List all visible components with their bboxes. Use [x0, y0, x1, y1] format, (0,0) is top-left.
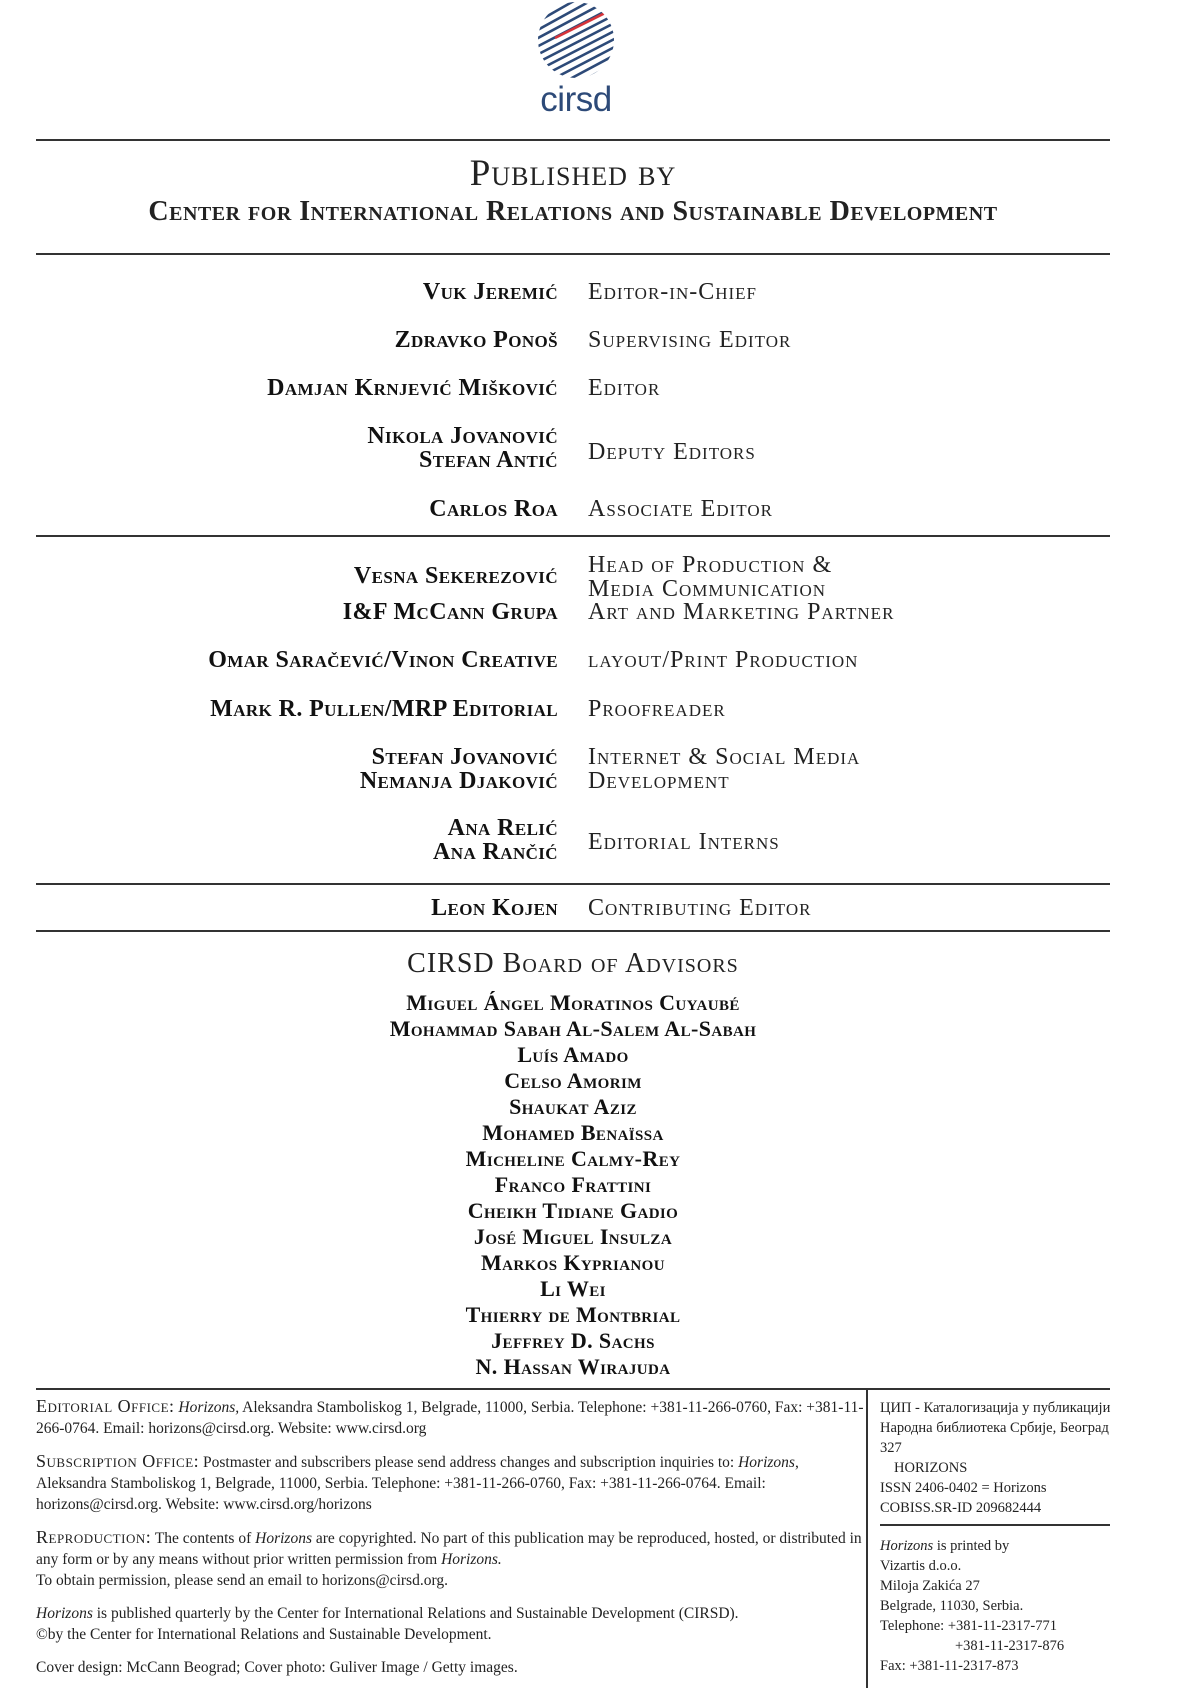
horizons-title: Horizons. — [441, 1551, 502, 1568]
board-member: José Miguel Insulza — [473, 1224, 673, 1249]
cover-credits: Cover design: McCann Beograd; Cover photo: Guliver Image / Getty images. — [36, 1659, 518, 1676]
organization-name: Center for International Relations and Sustainable Development — [148, 196, 998, 227]
logo-wordmark: cirsd — [540, 80, 612, 119]
cip-line: HORIZONS — [894, 1460, 968, 1476]
board-member: Micheline Calmy-Rey — [465, 1146, 681, 1171]
horizons-title: Horizons — [255, 1530, 312, 1547]
board-member: Markos Kyprianou — [481, 1250, 665, 1275]
staff-name: Nikola Jovanović — [367, 423, 558, 449]
printer-line — [880, 1536, 1120, 1556]
cip-printer-info — [880, 1398, 1120, 1676]
editorial-office-info — [36, 1396, 864, 1439]
staff-role: Supervising Editor — [588, 327, 792, 353]
board-member: Cheikh Tidiane Gadio — [467, 1198, 679, 1223]
subscription-text: , Aleksandra Stamboliskog 1, Belgrade, 11000, Serbia. Telephone: +381-11-266-0760, Fax: +381-11-266-0764. Email: horizons@cirsd.org. Website: www.cirsd.org/horizons — [36, 1454, 799, 1513]
staff-role — [588, 745, 860, 793]
board-member: Luís Amado — [517, 1042, 629, 1067]
staff-name: Stefan Antić — [418, 447, 558, 473]
staff-name: Damjan Krnjević Mišković — [267, 375, 558, 401]
staff-names — [433, 816, 558, 864]
subscription-office-info — [36, 1451, 864, 1515]
staff-role-line: Internet & Social Media — [588, 744, 861, 770]
staff-role-line: Development — [588, 768, 730, 794]
board-member: N. Hassan Wirajuda — [475, 1354, 671, 1379]
board-members-list — [0, 990, 1146, 1380]
cip-line: COBISS.SR-ID 209682444 — [880, 1500, 1042, 1516]
board-title: CIRSD Board of Advisors — [407, 948, 739, 979]
board-member: Franco Frattini — [494, 1172, 652, 1197]
publication-info — [36, 1603, 864, 1645]
footer-info — [36, 1396, 864, 1690]
staff-name: Ana Rančić — [433, 839, 558, 865]
staff-name: Carlos Roa — [429, 496, 558, 522]
subscription-office-label: Subscription Office: — [36, 1451, 200, 1471]
cirsd-logo — [533, 0, 619, 118]
horizons-title: Horizons — [738, 1454, 795, 1471]
divider — [880, 1524, 1110, 1526]
printer-line: +381-11-2317-876 — [955, 1638, 1065, 1654]
printer-line: Miloja Zakića 27 — [880, 1578, 980, 1594]
board-member: Miguel Ángel Moratinos Cuyaubé — [406, 990, 740, 1015]
staff-name: Stefan Jovanović — [371, 744, 558, 770]
reproduction-text: The contents of — [151, 1530, 256, 1547]
publication-text: is published quarterly by the Center for International Relations and Sustainable Development (CIRSD). — [92, 1605, 739, 1622]
staff-role — [588, 553, 832, 601]
printer-line: Belgrade, 11030, Serbia. — [880, 1598, 1024, 1614]
staff-role: layout/Print Production — [588, 647, 859, 673]
staff-name: Zdravko Ponoš — [394, 327, 558, 353]
board-member: Mohamed Benaïssa — [482, 1120, 664, 1145]
divider — [36, 535, 1110, 537]
staff-role: Editor-in-Chief — [588, 279, 757, 305]
divider — [36, 1388, 1110, 1390]
staff-names — [360, 745, 558, 793]
staff-name: Nemanja Djaković — [359, 768, 558, 794]
board-member: Jeffrey D. Sachs — [491, 1328, 655, 1353]
editorial-office-text: Aleksandra Stamboliskog 1, Belgrade, 11000, Serbia. Telephone: +381-11-266-0760, Fax: +381-11-266-0764. Email: horizons@cirsd.org. Website: www.cirsd.org — [36, 1399, 864, 1437]
reproduction-text: To obtain permission, please send an email to horizons@cirsd.org. — [36, 1572, 448, 1589]
staff-role: Editor — [588, 375, 661, 401]
reproduction-label: Reproduction: — [36, 1527, 152, 1547]
copyright-text: ©by the Center for International Relations and Sustainable Development. — [36, 1626, 492, 1643]
horizons-title: Horizons — [36, 1605, 93, 1622]
horizons-title: Horizons, — [178, 1399, 240, 1416]
staff-name: Mark R. Pullen/MRP Editorial — [210, 696, 558, 722]
cip-line: ЦИП - Каталогизација у публикацији — [880, 1400, 1111, 1416]
staff-name: Omar Saračević/Vinon Creative — [208, 647, 558, 673]
horizons-title: Horizons — [880, 1538, 934, 1554]
reproduction-text: are copyrighted. No part of this publication may be reproduced, hosted, or distributed in any form or by any means without prior written permission from — [36, 1530, 862, 1568]
board-member: Thierry de Montbrial — [465, 1302, 681, 1327]
board-member: Li Wei — [540, 1276, 606, 1301]
divider — [36, 253, 1110, 255]
printer-line: Telephone: +381-11-2317-771 — [880, 1618, 1057, 1634]
staff-role-line: Media Communication — [588, 576, 827, 602]
staff-name: Leon Kojen — [431, 895, 558, 921]
divider — [36, 139, 1110, 141]
staff-role: Art and Marketing Partner — [588, 599, 895, 625]
staff-name: Ana Relić — [447, 815, 558, 841]
staff-role: Contributing Editor — [588, 895, 812, 921]
board-member: Shaukat Aziz — [509, 1094, 637, 1119]
printer-text: is printed by — [933, 1538, 1010, 1554]
board-member: Celso Amorim — [504, 1068, 642, 1093]
cip-line: 327 — [880, 1440, 902, 1456]
staff-name: Vuk Jeremić — [422, 279, 558, 305]
divider — [36, 930, 1110, 932]
staff-name: Vesna Sekerezović — [353, 563, 558, 589]
printer-line: Vizartis d.o.o. — [880, 1558, 962, 1574]
staff-role: Deputy Editors — [588, 439, 756, 465]
staff-role: Proofreader — [588, 696, 726, 722]
staff-name: I&F McCann Grupa — [342, 599, 558, 625]
staff-names — [367, 424, 558, 472]
editorial-office-label: Editorial Office: — [36, 1396, 175, 1416]
staff-role: Associate Editor — [588, 496, 773, 522]
printer-line: Fax: +381-11-2317-873 — [880, 1658, 1019, 1674]
cip-line: ISSN 2406-0402 = Horizons — [880, 1480, 1047, 1496]
cip-line: Народна библиотека Србије, Београд — [880, 1420, 1109, 1436]
divider — [36, 883, 1110, 885]
staff-role: Editorial Interns — [588, 829, 780, 855]
subscription-text: Postmaster and subscribers please send address changes and subscription inquiries to: — [199, 1454, 739, 1471]
vertical-divider — [866, 1388, 868, 1688]
board-member: Mohammad Sabah Al-Salem Al-Sabah — [389, 1016, 757, 1041]
published-by-heading: Published by — [469, 153, 677, 194]
reproduction-info — [36, 1527, 864, 1591]
globe-stripes-icon — [533, 0, 619, 84]
staff-role-line: Head of Production & — [588, 552, 833, 578]
